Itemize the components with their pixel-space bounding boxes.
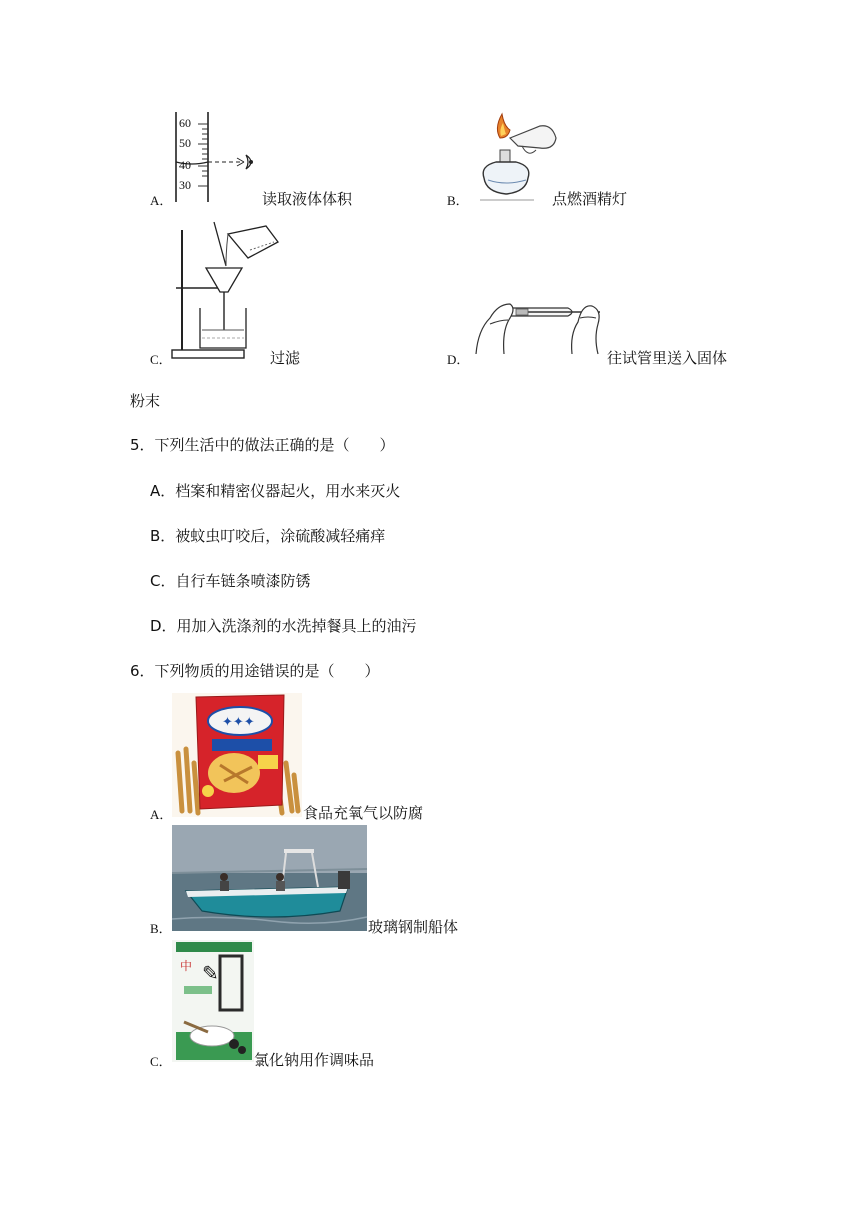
tick-label-60: 60: [179, 116, 191, 130]
svg-text:✎: ✎: [202, 961, 219, 985]
q6-option-b-caption: 玻璃钢制船体: [368, 918, 459, 936]
q4-option-b-letter: B．: [447, 193, 469, 208]
filtration-apparatus-image: [170, 220, 282, 362]
fiberglass-boat-image: [172, 825, 367, 931]
q6-option-a-letter: A．: [150, 807, 173, 822]
tick-label-50: 50: [179, 136, 191, 150]
tick-label-40: 40: [179, 158, 191, 172]
q6-stem: 6．下列物质的用途错误的是（ ）: [130, 662, 380, 680]
q4-option-b-caption: 点燃酒精灯: [552, 190, 628, 208]
q6-option-b-letter: B．: [150, 921, 172, 936]
q5-option-c: C．自行车链条喷漆防锈: [150, 572, 311, 590]
q4-option-d-caption: 往试管里送入固体: [607, 349, 728, 367]
test-tube-powder-image: [472, 290, 610, 362]
q5-option-d: D．用加入洗涤剂的水洗掉餐具上的油污: [150, 617, 417, 635]
q5-stem: 5．下列生活中的做法正确的是（ ）: [130, 436, 395, 454]
alcohol-lamp-image: [470, 108, 560, 208]
q6-option-c-caption: 氯化钠用作调味品: [254, 1051, 375, 1069]
q6-option-c-letter: C．: [150, 1054, 172, 1069]
q4-option-c-letter: C．: [150, 352, 172, 367]
q4-option-a-letter: A．: [150, 193, 173, 208]
q4-option-d-caption-cont: 粉末: [130, 392, 161, 410]
q4-option-d-letter: D．: [447, 352, 470, 367]
tick-label-30: 30: [179, 178, 191, 192]
graduated-cylinder-image: [170, 110, 265, 205]
svg-text:✦✦✦: ✦✦✦: [222, 715, 255, 730]
q6-option-a-caption: 食品充氧气以防腐: [303, 804, 424, 822]
q4-option-a-caption: 读取液体体积: [262, 190, 353, 208]
snack-bag-image: [172, 693, 302, 817]
svg-text:中: 中: [180, 959, 193, 973]
table-salt-bag-image: [172, 940, 254, 1062]
q5-option-a: A．档案和精密仪器起火，用水来灭火: [150, 482, 401, 500]
q5-option-b: B．被蚊虫叮咬后，涂硫酸减轻痛痒: [150, 527, 386, 545]
q4-option-c-caption: 过滤: [270, 349, 301, 367]
